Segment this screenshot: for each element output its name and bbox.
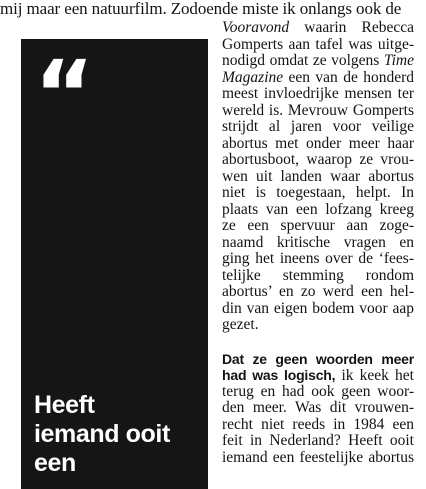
- body-text: abortusboot, waarop ze vrou-: [222, 152, 414, 168]
- text-line: [222, 136, 414, 153]
- text-line: [222, 70, 414, 87]
- text-line: [222, 301, 414, 318]
- body-text: meest invloedrijke mensen ter: [222, 86, 414, 102]
- text-line: [222, 202, 414, 219]
- lead-in-text: Dat ze geen woorden meer: [222, 350, 414, 367]
- body-text: den meer. Was dit vrouwen-: [222, 400, 414, 416]
- body-text: waarin Rebecca: [289, 20, 414, 36]
- body-text: abortus met onder meer haar: [222, 135, 414, 152]
- text-line: [222, 351, 414, 368]
- text-line: [222, 433, 414, 450]
- italic-text: Magazine: [222, 69, 284, 86]
- text-line: [222, 103, 414, 120]
- text-line: [222, 218, 414, 235]
- text-line: [222, 400, 414, 417]
- text-line: [222, 37, 414, 54]
- quote-mark-icon: “: [34, 41, 95, 148]
- pull-quote-line: Heeft: [34, 391, 95, 419]
- body-text: feit in Nederland? Heeft ooit: [222, 433, 414, 449]
- text-line: [222, 317, 414, 334]
- body-text: din van eigen bodem voor aap: [222, 300, 414, 317]
- text-line: [222, 251, 414, 268]
- body-text: ze een spervuur aan zoge-: [222, 218, 414, 234]
- italic-text: Time: [383, 53, 414, 69]
- pull-quote-line: een: [34, 449, 76, 477]
- body-text: abortus’ en zo werd een hel-: [222, 284, 414, 300]
- text-line: [222, 268, 414, 285]
- body-text: ging het ineens over de ‘fees-: [222, 251, 414, 267]
- body-text: naamd kritische vragen en: [222, 234, 414, 251]
- text-line: [222, 86, 414, 103]
- text-line: [222, 284, 414, 301]
- text-line: [222, 169, 414, 186]
- pull-quote-text: [34, 391, 206, 478]
- body-text: strijdt al jaren voor veilige: [222, 119, 414, 135]
- body-text: gezet.: [222, 317, 259, 333]
- body-text: ik keek het: [335, 367, 414, 384]
- body-text: Gomperts aan tafel was uitge-: [222, 36, 414, 53]
- article-column: [222, 20, 422, 466]
- body-text: nodigd omdat ze volgens: [222, 53, 384, 69]
- body-text: niet is toegestaan, helpt. In: [222, 185, 414, 201]
- pull-quote-line: iemand ooit: [34, 420, 170, 448]
- body-text: telijke stemming rondom: [222, 267, 414, 284]
- text-line: [222, 185, 414, 202]
- body-text: een van de honderd: [283, 69, 414, 86]
- text-line: [222, 235, 414, 252]
- text-line: [222, 417, 414, 434]
- text-line: [222, 119, 414, 136]
- paragraph-2: [222, 351, 422, 467]
- body-text: wen uit landen waar abortus: [222, 168, 414, 185]
- text-line: [222, 450, 414, 467]
- text-line: [222, 367, 414, 384]
- paragraph-1: [222, 20, 422, 334]
- body-text: wereld is. Mevrouw Gomperts: [222, 102, 414, 119]
- body-text: iemand een feestelijke abortus: [222, 449, 414, 466]
- text-line: [222, 20, 414, 37]
- lead-in-text: had was logisch,: [222, 367, 336, 383]
- body-text: terug en had ook geen woor-: [222, 383, 414, 400]
- body-text: plaats van een lofzang kreeg: [222, 201, 414, 218]
- text-line: [222, 53, 414, 70]
- text-line: [222, 152, 414, 169]
- body-text: recht niet reeds in 1984 een: [222, 416, 414, 433]
- italic-text: Vooravond: [222, 20, 290, 36]
- text-line: [222, 384, 414, 401]
- pull-quote-box: [21, 39, 208, 489]
- previous-column-last-line: mij maar een natuurfilm. Zodoende miste ik onlangs ook de: [0, 0, 402, 18]
